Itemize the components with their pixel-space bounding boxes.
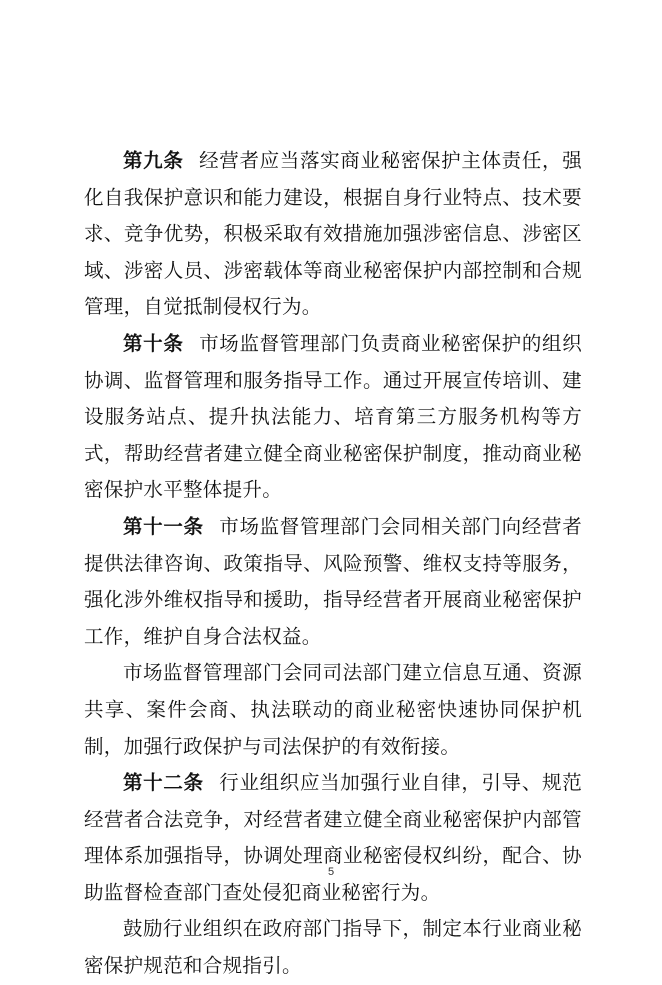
article-10-paragraph xyxy=(84,326,582,509)
article-12-continuation-text: 鼓励行业组织在政府部门指导下，制定本行业商业秘密保护规范和合规指引。 xyxy=(84,917,582,978)
article-11-paragraph xyxy=(84,509,582,655)
article-10-heading: 第十条 xyxy=(123,331,184,355)
article-12-heading: 第十二条 xyxy=(123,771,204,795)
article-11-heading: 第十一条 xyxy=(123,514,204,538)
article-9-heading: 第九条 xyxy=(123,149,184,172)
article-12-paragraph xyxy=(84,765,582,911)
article-11-continuation-text: 市场监督管理部门会同司法部门建立信息互通、资源共享、案件会商、执法联动的商业秘密快速协同保护机制，加强行政保护与司法保护的有效衔接。 xyxy=(84,661,582,758)
article-9-text: 经营者应当落实商业秘密保护主体责任，强化自我保护意识和能力建设，根据自身行业特点、技术要求、竞争优势，积极采取有效措施加强涉密信息、涉密区域、涉密人员、涉密载体等商业秘密保护内部控制和合规管理，自觉抵制侵权行为。 xyxy=(84,149,582,319)
article-12-continuation-paragraph xyxy=(84,911,582,984)
page-number: 5 xyxy=(327,866,335,878)
article-10-text: 市场监督管理部门负责商业秘密保护的组织协调、监督管理和服务指导工作。通过开展宣传培训、建设服务站点、提升执法能力、培育第三方服务机构等方式，帮助经营者建立健全商业秘密保护制度，推动商业秘密保护水平整体提升。 xyxy=(84,331,582,502)
article-11-continuation-paragraph xyxy=(84,655,582,765)
article-9-paragraph xyxy=(84,143,582,326)
document-body xyxy=(84,143,582,985)
article-12-text: 行业组织应当加强行业自律，引导、规范经营者合法竞争，对经营者建立健全商业秘密保护内部管理体系加强指导，协调处理商业秘密侵权纠纷，配合、协助监督检查部门查处侵犯商业秘密行为。 xyxy=(84,771,582,904)
article-11-text: 市场监督管理部门会同相关部门向经营者提供法律咨询、政策指导、风险预警、维权支持等服务，强化涉外维权指导和援助，指导经营者开展商业秘密保护工作，维护自身合法权益。 xyxy=(84,514,582,648)
